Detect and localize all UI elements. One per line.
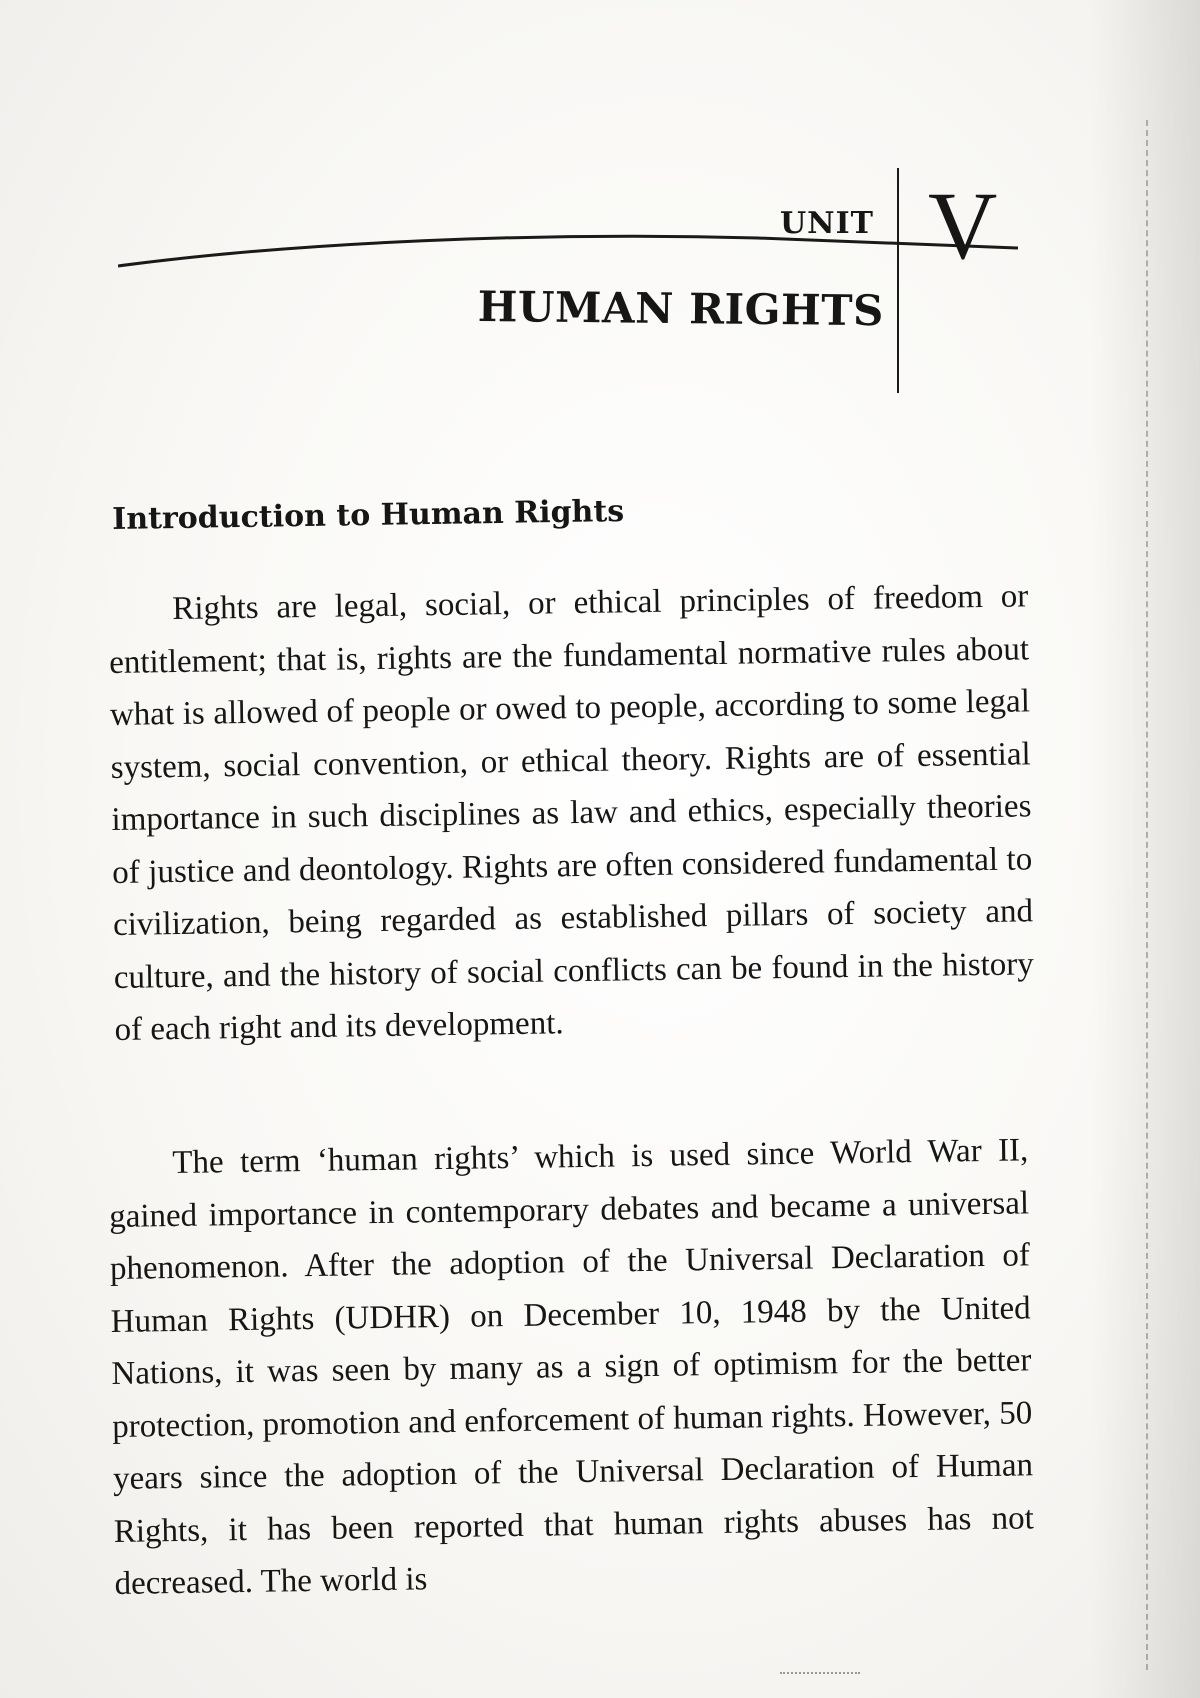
unit-number: V [928, 172, 998, 279]
page-edge-shadow [1090, 0, 1200, 1698]
header-divider [897, 168, 899, 393]
paragraph: Rights are legal, social, or ethical principles of freedom or entitlement; that is, rights are the fundamental normative rules about what is allowed of people or owed to people, according to some legal system, social convention, or ethical theory. Rights are of essential importance in such disciplines as law and ethics, especially theories of justice and deontology. Rights are often considered fundamental to civilization, being regarded as established pillars of society and culture, and the history of social conflicts can be found in the history of each right and its development. [108, 578, 1035, 1048]
page-edge-marks [1146, 120, 1148, 1670]
page-folio-mark [780, 1672, 860, 1678]
unit-label: UNIT [780, 206, 874, 241]
header-rule [118, 230, 1018, 290]
section-heading: Introduction to Human Rights [112, 493, 625, 537]
chapter-title: HUMAN RIGHTS [477, 282, 885, 336]
paragraph: The term ‘human rights’ which is used since World War II, gained importance in contemporary debates and became a universal phenomenon. After the adoption of the Universal Declaration of Human Rights (UDHR) on December 10, 1948 by the United Nations, it was seen by many as a sign of optimism for the better protection, promotion and enforcement of human rights. However, 50 years since the adoption of the Universal Declaration of Human Rights, it has been reported that human rights abuses has not decreased. The world is [108, 1132, 1035, 1602]
